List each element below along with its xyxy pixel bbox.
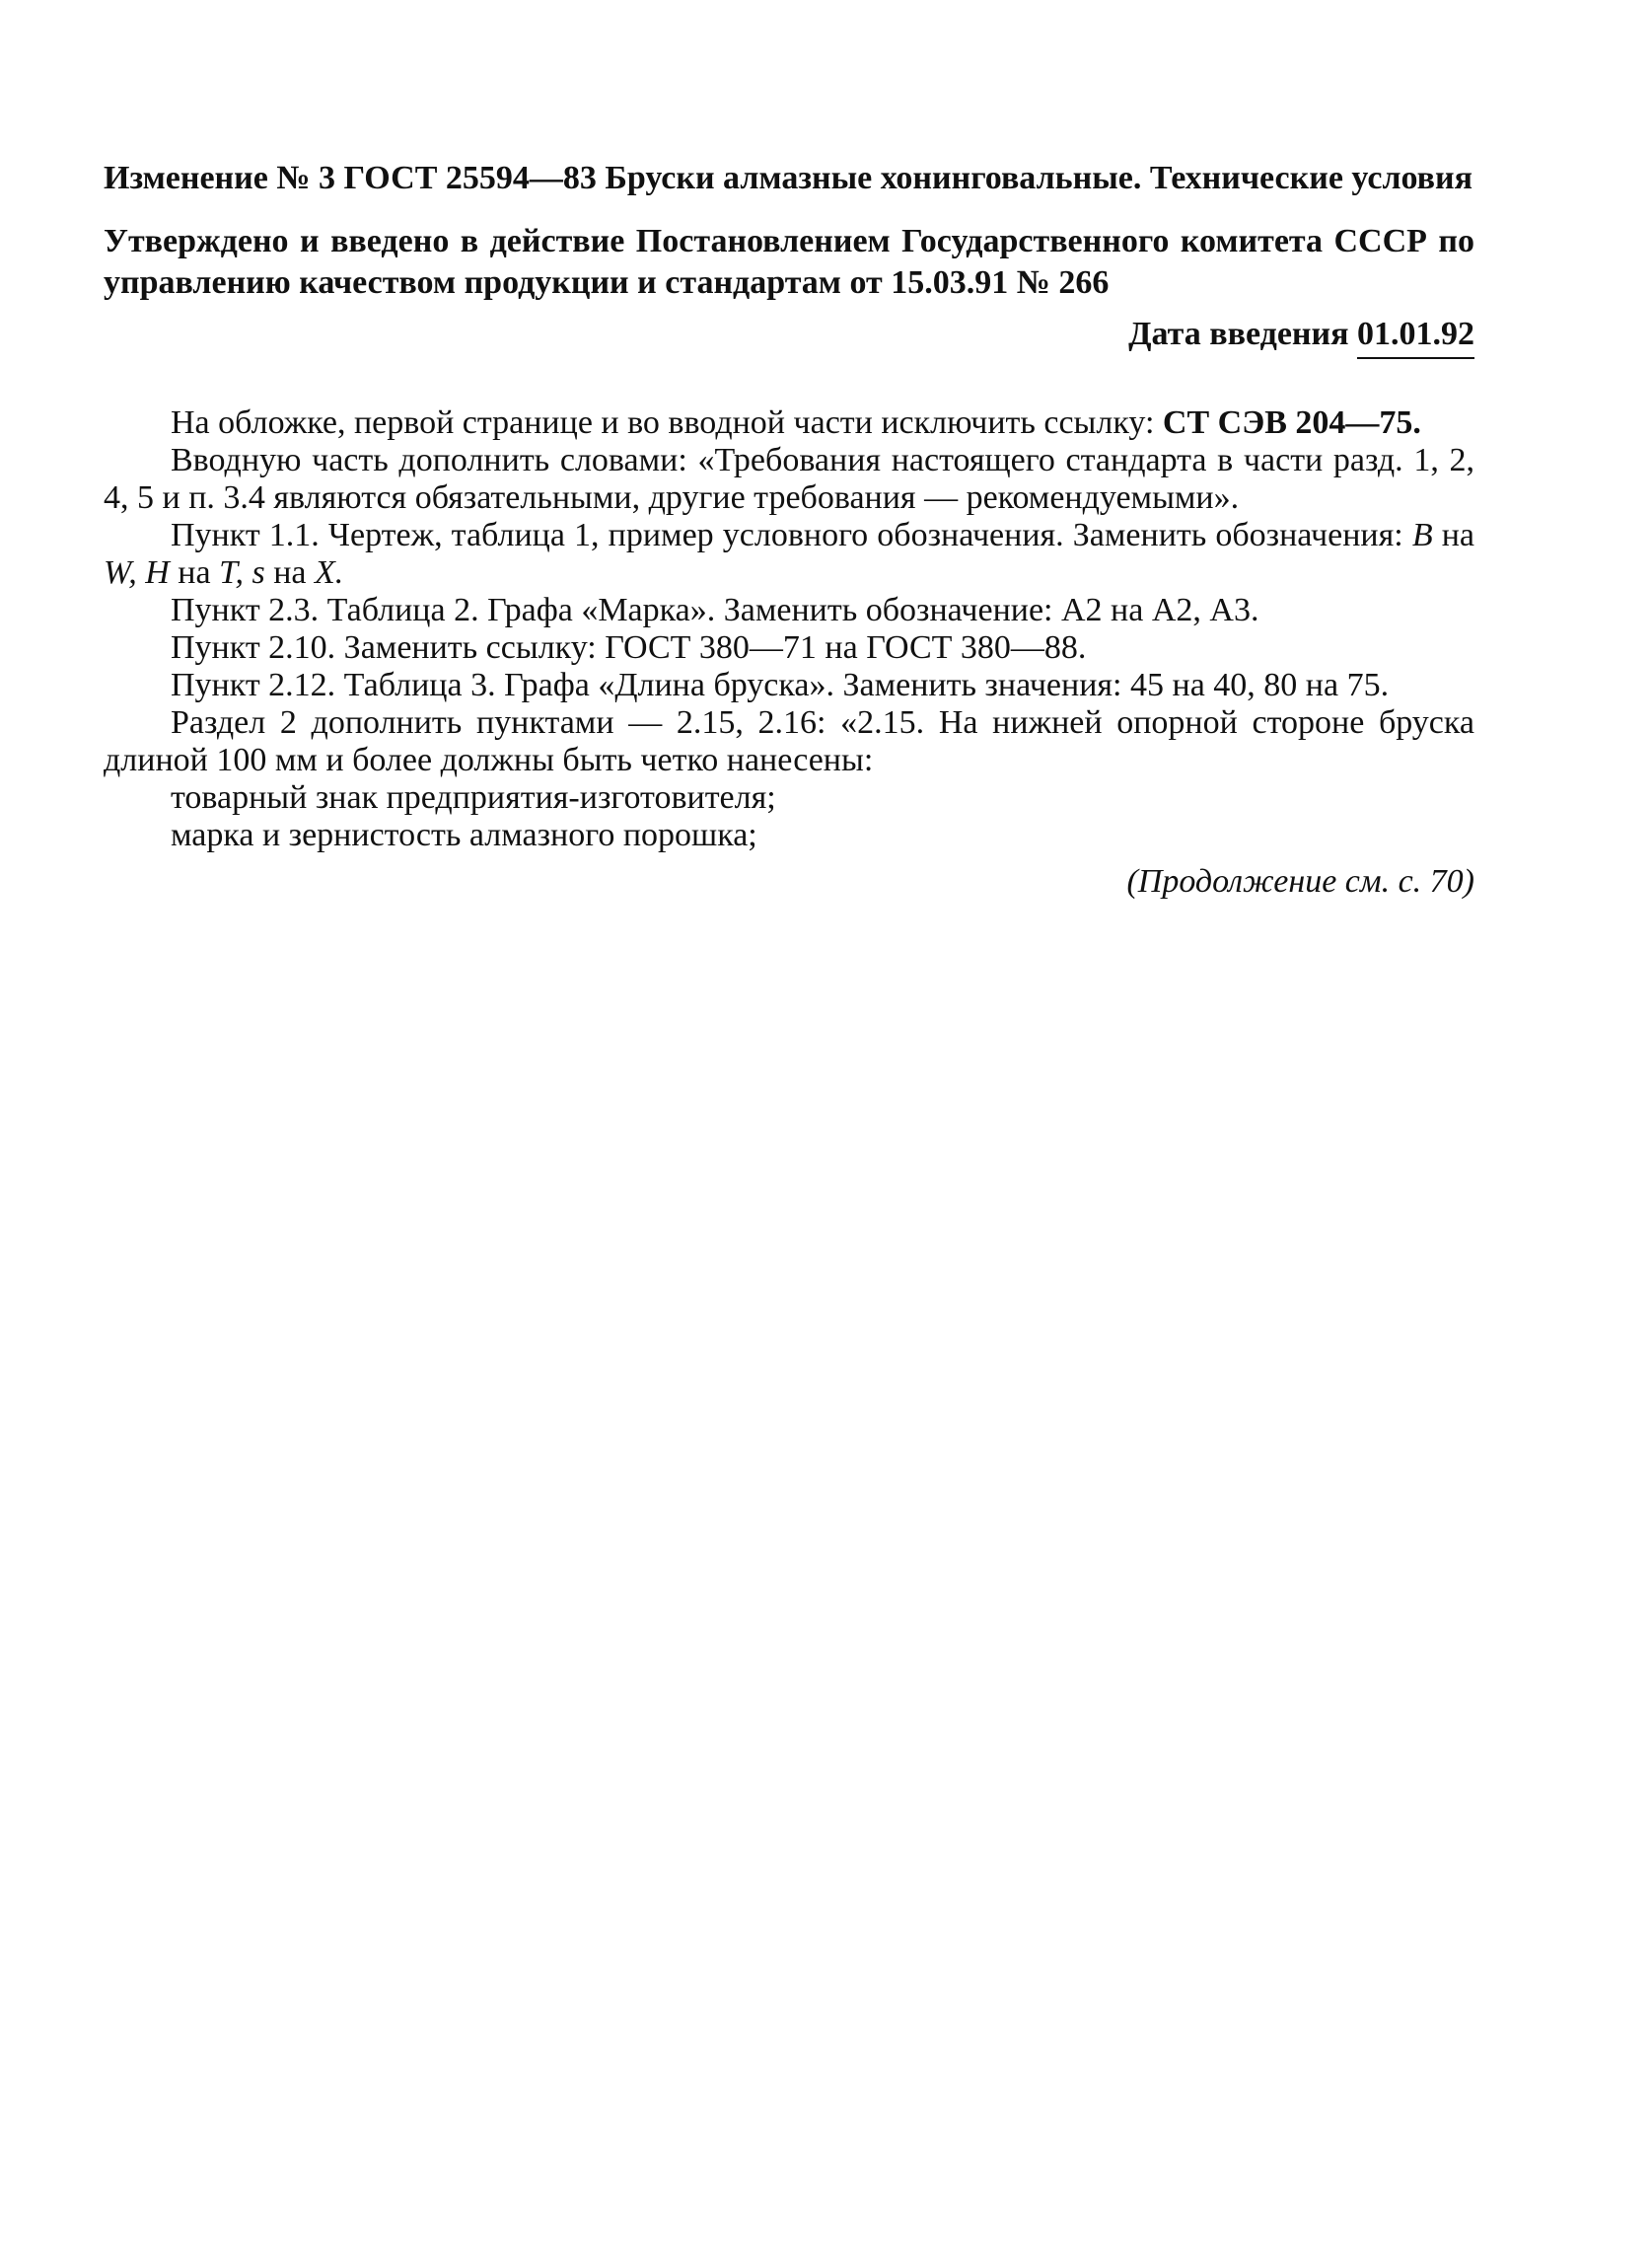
paragraph-cover-reference-text: На обложке, первой странице и во вводной части исключить ссылку: <box>171 404 1163 441</box>
paragraph-cover-reference <box>104 404 1474 442</box>
paragraph-clause-1-1 <box>104 517 1474 592</box>
symbol-x: X. <box>314 554 344 591</box>
symbol-w-h: W, H <box>104 554 170 591</box>
paragraph-clause-2-3: Пункт 2.3. Таблица 2. Графа «Марка». Заменить обозначение: А2 на А2, А3. <box>171 592 1259 628</box>
cmea-standard-reference: СТ СЭВ 204—75. <box>1162 404 1421 441</box>
clause-1-1-na-3: на <box>264 554 315 591</box>
clause-1-1-text: Пункт 1.1. Чертеж, таблица 1, пример условного обозначения. Заменить обозначения: <box>171 517 1412 553</box>
symbol-t-s: T, s <box>219 554 265 591</box>
clause-1-1-na-2: на <box>169 554 220 591</box>
symbol-b: B <box>1411 517 1433 553</box>
amendment-body <box>104 404 1474 854</box>
document-page <box>104 158 1474 902</box>
paragraph-grade-grit: марка и зернистость алмазного порошка; <box>171 817 757 853</box>
effective-date-value: 01.01.92 <box>1357 314 1474 359</box>
paragraph-section-2-addition: Раздел 2 дополнить пунктами — 2.15, 2.16: «2.15. На нижней опорной стороне бруска длиной 100 мм и более должны быть четко нанесены: <box>104 704 1474 778</box>
amendment-title: Изменение № 3 ГОСТ 25594—83 Бруски алмазные хонинговальные. Технические условия <box>104 160 1473 196</box>
continuation-note: (Продолжение см. с. 70) <box>1126 863 1474 900</box>
paragraph-clause-2-12: Пункт 2.12. Таблица 3. Графа «Длина бруска». Заменить значения: 45 на 40, 80 на 75. <box>171 667 1390 703</box>
paragraph-clause-2-10: Пункт 2.10. Заменить ссылку: ГОСТ 380—71 на ГОСТ 380—88. <box>171 629 1087 666</box>
approval-statement: Утверждено и введено в действие Постановлением Государственного комитета СССР по управлению качеством продукции и стандартам от 15.03.91 № 266 <box>104 223 1474 301</box>
paragraph-trademark: товарный знак предприятия-изготовителя; <box>171 779 776 816</box>
effective-date <box>104 314 1474 359</box>
effective-date-label: Дата введения <box>1128 316 1349 352</box>
clause-1-1-na-1: на <box>1432 517 1474 553</box>
paragraph-introduction: Вводную часть дополнить словами: «Требования настоящего стандарта в части разд. 1, 2, 4, 5 и п. 3.4 являются обязательными, другие требования — рекомендуемыми». <box>104 442 1474 516</box>
